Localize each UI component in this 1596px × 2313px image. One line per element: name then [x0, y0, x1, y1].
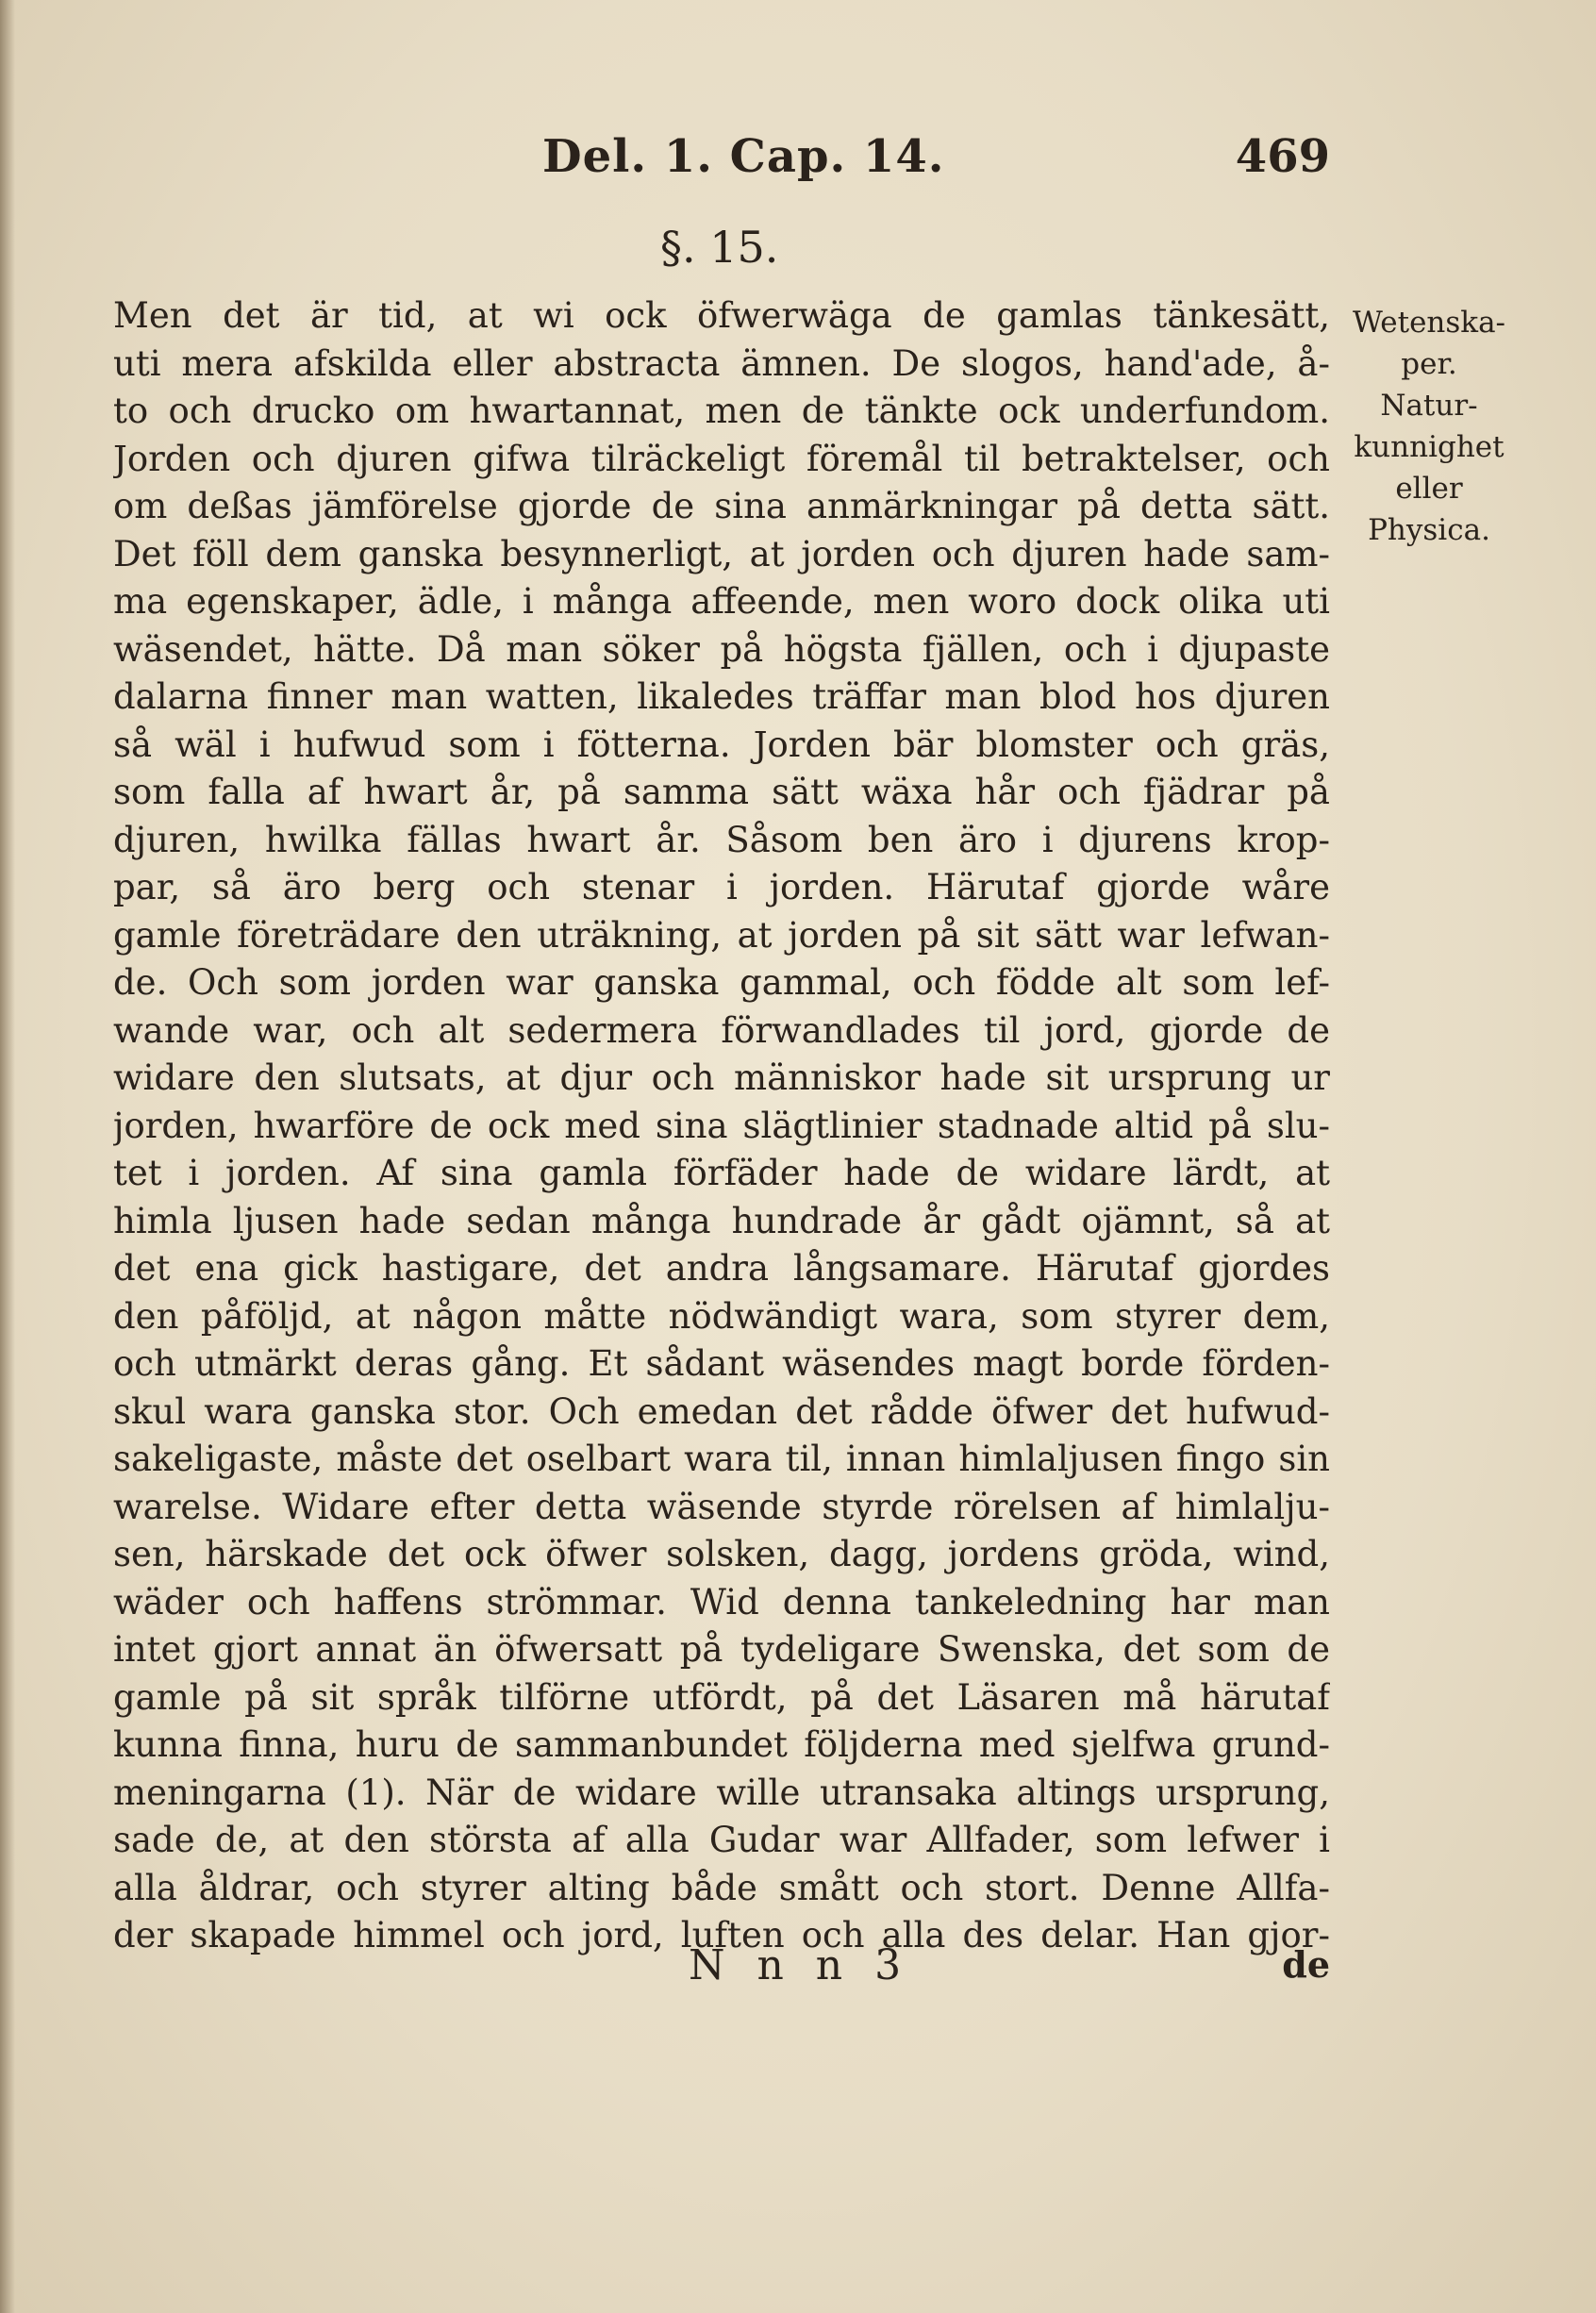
text-line: Men det är tid, at wi ock öfwerwäga de gamlas tänkesätt, — [113, 295, 1330, 336]
text-line: sakeligaste, måste det oselbart wara til, innan himlaljusen fingo sin — [113, 1439, 1330, 1479]
text-line: tet i jorden. Af sina gamla förfäder hade de widare lärdt, at — [113, 1153, 1330, 1193]
text-line: sade de, at den största af alla Gudar war Allfader, som lefwer i — [113, 1820, 1330, 1860]
text-line: gamle på sit språk tilförne utfördt, på det Läsaren må härutaf — [113, 1676, 1330, 1718]
text-line: Jorden och djuren gifwa tilräckeligt föremål til betraktelser, och — [113, 438, 1330, 479]
margin-note — [1349, 302, 1509, 551]
text-line: wäder och haffens strömmar. Wid denna tankeledning har man — [113, 1581, 1330, 1622]
running-head: Del. 1. Cap. 14. — [542, 130, 945, 183]
text-line: par, så äro berg och stenar i jorden. Härutaf gjorde wåre — [113, 867, 1330, 907]
text-line: djuren, hwilka fällas hwart år. Såsom ben äro i djurens krop- — [113, 819, 1330, 860]
text-line: kunna finna, huru de sammanbundet följderna med sjelfwa grund- — [113, 1724, 1330, 1765]
text-line: to och drucko om hwartannat, men de tänkte ock underfundom. — [113, 391, 1330, 431]
text-line: wäsendet, hätte. Då man söker på högsta fjällen, och i djupaste — [113, 628, 1330, 670]
text-line: jorden, hwarföre de ock med sina slägtlinier stadnade altid på slu- — [113, 1105, 1330, 1146]
text-line: de. Och som jorden war ganska gammal, och födde alt som lef- — [113, 962, 1330, 1003]
page-header — [113, 130, 1330, 196]
text-line: der skapade himmel och jord, luften och alla des delar. Han gjor- — [113, 1915, 1330, 1955]
text-line: warelse. Widare efter detta wäsende styrde rörelsen af himlalju- — [113, 1486, 1330, 1527]
margin-note-line: Wetenska- — [1352, 306, 1506, 340]
catchword: de — [1282, 1943, 1330, 1986]
text-line: den påföljd, at någon måtte nödwändigt wara, som styrer dem, — [113, 1295, 1330, 1337]
text-line: uti mera afskilda eller abstracta ämnen. De slogos, hand'ade, å- — [113, 342, 1330, 384]
page-number: 469 — [1235, 130, 1330, 183]
page-footer — [113, 1941, 1330, 1998]
text-line: dalarna finner man watten, likaledes träffar man blod hos djuren — [113, 676, 1330, 717]
signature-mark: N n n 3 — [689, 1941, 911, 1989]
text-line: skul wara ganska stor. Och emedan det rådde öfwer det hufwud- — [113, 1390, 1330, 1432]
text-line: det ena gick hastigare, det andra långsamare. Härutaf gjordes — [113, 1248, 1330, 1289]
text-line: intet gjort annat än öfwersatt på tydeligare Swenska, det som de — [113, 1629, 1330, 1670]
text-line: gamle företrädare den uträkning, at jorden på sit sätt war lefwan- — [113, 914, 1330, 956]
margin-note-line: per. — [1401, 347, 1457, 381]
text-line: widare den slutsats, at djur och människor hade sit ursprung ur — [113, 1057, 1330, 1098]
text-line: himla ljusen hade sedan många hundrade år gådt ojämnt, så at — [113, 1200, 1330, 1241]
text-line: Det föll dem ganska besynnerligt, at jorden och djuren hade sam- — [113, 533, 1330, 574]
text-line: som falla af hwart år, på samma sätt wäxa hår och fjädrar på — [113, 772, 1330, 812]
text-line: ma egenskaper, ädle, i många affeende, men woro dock olika uti — [113, 581, 1330, 622]
section-heading: §. 15. — [660, 222, 779, 273]
page-edge-shadow — [0, 0, 15, 2313]
text-line: om deßas jämförelse gjorde de sina anmärkningar på detta sätt. — [113, 486, 1330, 526]
text-line: så wäl i hufwud som i fötterna. Jorden bär blomster och gräs, — [113, 724, 1330, 765]
text-line: sen, härskade det ock öfwer solsken, dagg, jordens gröda, wind, — [113, 1534, 1330, 1574]
text-line: och utmärkt deras gång. Et sådant wäsendes magt borde förden- — [113, 1343, 1330, 1384]
text-line: alla åldrar, och styrer alting både smått och stort. Denne Allfa- — [113, 1867, 1330, 1908]
body-text — [113, 292, 1330, 1960]
margin-note-line: kunnighet — [1354, 430, 1505, 464]
text-line: meningarna (1). När de widare wille utransaka altings ursprung, — [113, 1772, 1330, 1813]
margin-note-line: Physica. — [1368, 513, 1490, 547]
margin-note-line: eller — [1395, 472, 1463, 506]
text-line: wande war, och alt sedermera förwandlades til jord, gjorde de — [113, 1009, 1330, 1051]
margin-note-line: Natur- — [1380, 389, 1478, 423]
